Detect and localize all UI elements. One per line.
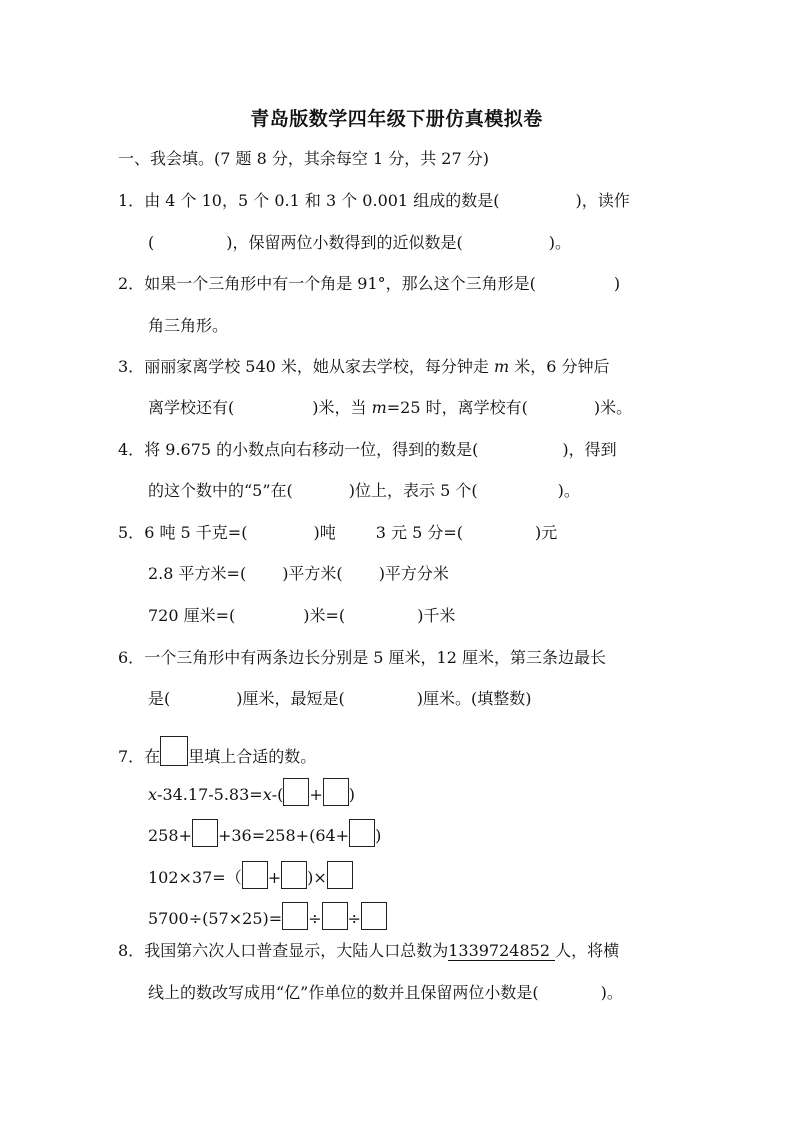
question-7-line-1: 7．在 里填上合适的数。 bbox=[118, 736, 316, 768]
question-6-line-1: 6．一个三角形中有两条边长分别是 5 厘米，12 厘米，第三条边最长 bbox=[118, 648, 606, 667]
answer-box[interactable] bbox=[192, 819, 218, 847]
question-3-line-2: 离学校还有( )米，当 m=25 时，离学校有( )米。 bbox=[148, 398, 633, 417]
question-5-line-3: 720 厘米=( )米=( )千米 bbox=[148, 606, 456, 625]
underlined-number: 1339724852 bbox=[448, 941, 556, 960]
answer-box[interactable] bbox=[281, 861, 307, 889]
question-number: 2． bbox=[118, 274, 145, 293]
answer-box[interactable] bbox=[361, 902, 387, 930]
answer-box[interactable] bbox=[322, 902, 348, 930]
question-number: 3． bbox=[118, 357, 145, 376]
page-title: 青岛版数学四年级下册仿真模拟卷 bbox=[250, 108, 543, 130]
question-2-line-1: 2．如果一个三角形中有一个角是 91°，那么这个三角形是( ) bbox=[118, 274, 621, 293]
question-number: 7． bbox=[118, 747, 145, 766]
question-1-line-2: ( )，保留两位小数得到的近似数是( )。 bbox=[148, 233, 571, 252]
question-2-line-2: 角三角形。 bbox=[148, 316, 229, 335]
answer-box[interactable] bbox=[349, 819, 375, 847]
question-number: 1． bbox=[118, 191, 145, 210]
question-7-equation-1: x-34.17-5.83=x-( + ) bbox=[148, 778, 355, 806]
variable-x: x bbox=[262, 785, 272, 804]
answer-box-example bbox=[160, 736, 188, 766]
question-1-line-1: 1．由 4 个 10，5 个 0.1 和 3 个 0.001 组成的数是( )，读作 bbox=[118, 191, 630, 210]
answer-box[interactable] bbox=[323, 778, 349, 806]
question-number: 4． bbox=[118, 440, 145, 459]
variable-x: x bbox=[148, 785, 158, 804]
question-3-line-1: 3．丽丽家离学校 540 米，她从家去学校，每分钟走 m 米，6 分钟后 bbox=[118, 357, 610, 376]
question-7-equation-3: 102×37=（ + )× bbox=[148, 861, 353, 889]
answer-box[interactable] bbox=[282, 902, 308, 930]
variable-m: m bbox=[371, 398, 387, 417]
question-5-line-2: 2.8 平方米=( )平方米( )平方分米 bbox=[148, 564, 449, 583]
question-8-line-1: 8．我国第六次人口普查显示，大陆人口总数为1339724852 人，将横 bbox=[118, 941, 620, 960]
section-heading: 一、我会填。(7 题 8 分，其余每空 1 分，共 27 分) bbox=[118, 149, 489, 168]
question-7-equation-2: 258+ +36=258+(64+ ) bbox=[148, 819, 381, 847]
question-6-line-2: 是( )厘米，最短是( )厘米。(填整数) bbox=[148, 689, 532, 708]
question-number: 8． bbox=[118, 941, 145, 960]
question-5-line-1: 5．6 吨 5 千克=( )吨 3 元 5 分=( )元 bbox=[118, 523, 558, 542]
question-number: 5． bbox=[118, 523, 145, 542]
question-7-equation-4: 5700÷(57×25)= ÷ ÷ bbox=[148, 902, 387, 930]
answer-box[interactable] bbox=[283, 778, 309, 806]
answer-box[interactable] bbox=[242, 861, 268, 889]
variable-m: m bbox=[494, 357, 510, 376]
question-4-line-1: 4．将 9.675 的小数点向右移动一位，得到的数是( )，得到 bbox=[118, 440, 617, 459]
answer-box[interactable] bbox=[327, 861, 353, 889]
question-4-line-2: 的这个数中的“5”在( )位上，表示 5 个( )。 bbox=[148, 481, 580, 500]
question-number: 6． bbox=[118, 648, 145, 667]
question-8-line-2: 线上的数改写成用“亿”作单位的数并且保留两位小数是( )。 bbox=[148, 983, 623, 1002]
